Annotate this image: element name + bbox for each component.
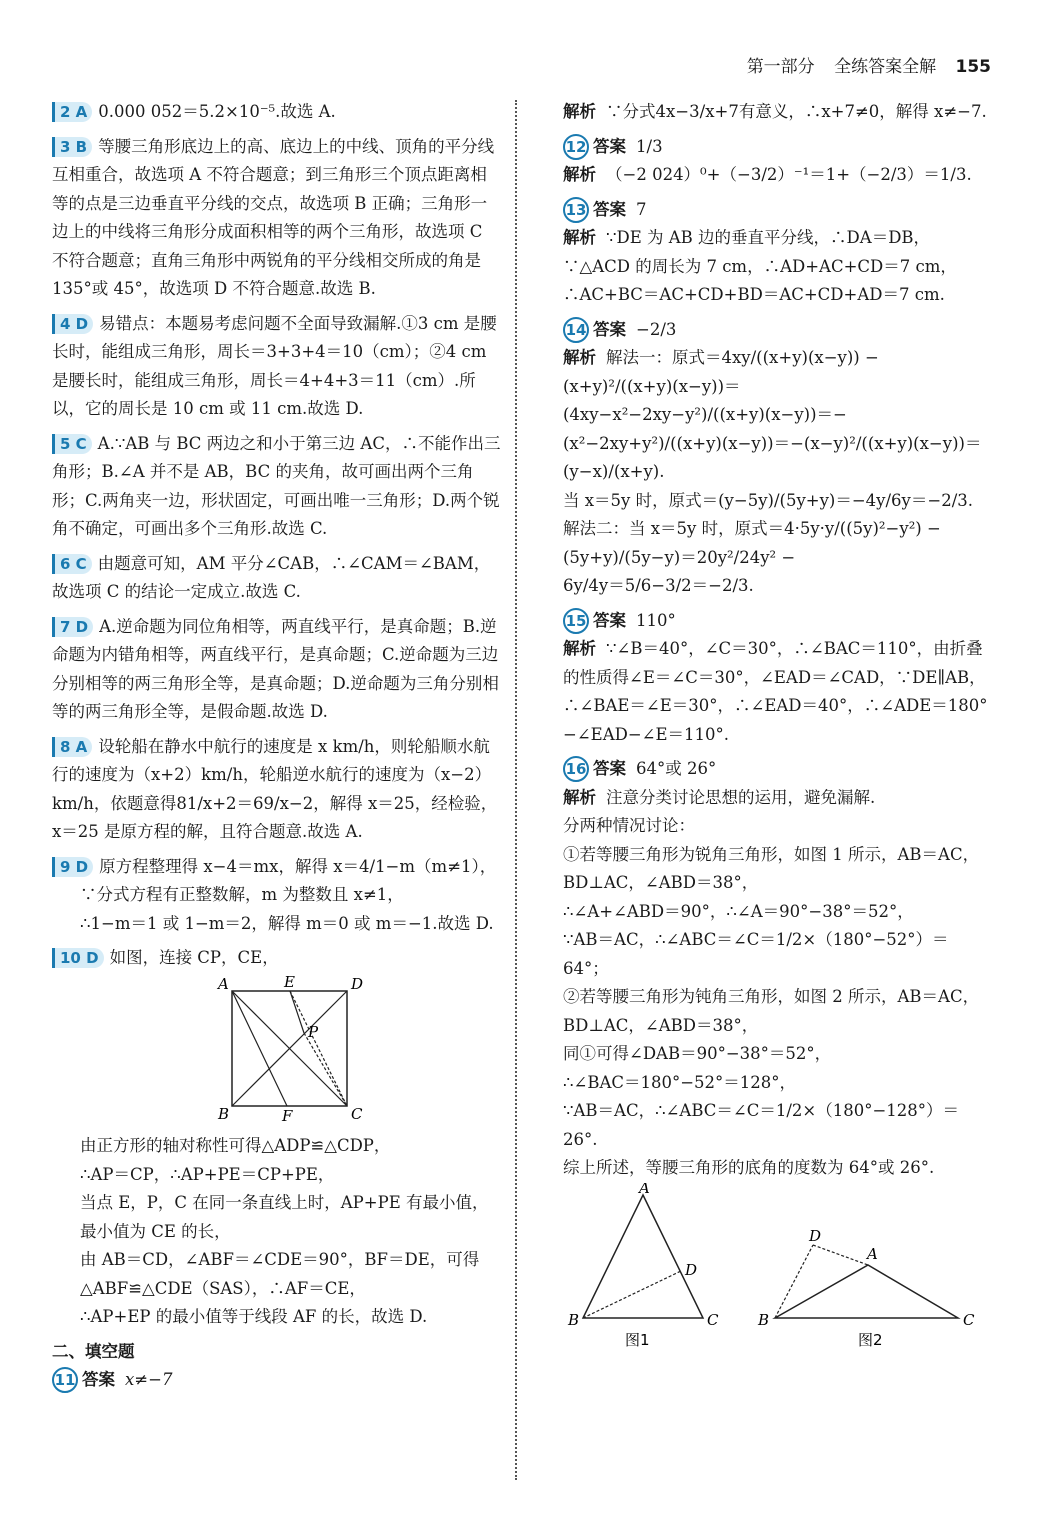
square-diagram: [52, 973, 492, 1123]
triangle-fig1: [583, 1195, 703, 1318]
answer-5: 5 C A.∵AB 与 BC 两边之和小于第三边 AC，∴不能作出三角形；B.∠A 并不是 AB，BC 的夹角，故可画出两个三角形；C.两角夹一边，形状固定，可画出唯一三角形；D.两个锐角不确定，可画出多个三角形.故选 C.: [52, 433, 501, 538]
fig1-label-c: C: [707, 1310, 719, 1329]
segment-ce: [290, 991, 347, 1106]
answer-12: 12 答案 1/3 解析 （−2 024）⁰+（−3/2）⁻¹＝1+（−2/3）＝1/3.: [563, 133, 993, 190]
triangle-fig2: [775, 1265, 958, 1318]
column-divider: [515, 100, 517, 1480]
answer-badge: 6 C: [52, 554, 92, 574]
page-number: 155: [955, 57, 991, 77]
segment-ep: [290, 991, 304, 1033]
fig2-label-d: D: [809, 1226, 822, 1245]
altitude-bd-fig1: [583, 1271, 681, 1318]
answer-badge: 4 D: [52, 314, 93, 334]
answer-badge: 7 D: [52, 617, 93, 637]
label-f: F: [282, 1106, 293, 1123]
label-p: P: [308, 1022, 319, 1041]
answer-10: 10 D 如图，连接 CP，CE， A E D P B F C 由正方形的轴对称性可得△ADP≌△CDP， ∴AP＝CP，∴AP+PE＝CP+PE， 当点 E，P，C 在同一条直线上时，AP+PE 有最小值，最小值为 CE 的长， 由 AB＝CD，∠ABF＝∠CDE＝90°，BF＝DE，可得△ABF≌△CDE（SAS），∴AF＝CE， ∴AP+EP 的最小值等于线段 AF 的长，故选 D.: [52, 944, 502, 1332]
fig1-label-d: D: [685, 1260, 698, 1279]
fig1-label-b: B: [568, 1310, 580, 1329]
fig2-label-a: A: [867, 1244, 878, 1263]
section-heading: 二、填空题: [52, 1341, 135, 1361]
answer-badge: 12: [563, 134, 589, 160]
answer-11: 11 答案 x≠−7: [52, 1366, 502, 1395]
answer-14: 14 答案 −2/3 解析 解法一：原式＝4xy/((x+y)(x−y)) − (x+y)²/((x+y)(x−y))＝ (4xy−x²−2xy−y²)/((x+y)(x−y))＝−(x²−2xy+y²)/((x+y)(x−y))＝−(x−y)²/((x+y)(x−y))＝(y−x)/(x+y). 当 x＝5y 时，原式＝(y−5y)/(5y+y)＝−4y/6y＝−2/3. 解法二：当 x＝5y 时，原式＝4·5y·y/((5y)²−y²) − (5y+y)/(5y−y)＝20y²/24y² − 6y/4y＝5/6−3/2＝−2/3.: [563, 316, 993, 601]
fig2-label-c: C: [963, 1310, 975, 1329]
answer-badge: 9 D: [52, 857, 93, 877]
answer-7: 7 D A.逆命题为同位角相等，两直线平行，是真命题；B.逆命题为内错角相等，两直线平行，是真命题；C.逆命题为三边分别相等的两三角形全等，是真命题；D.逆命题为三角分别相等的两三角形全等，是假命题.故选 D.: [52, 616, 499, 721]
answer-badge: 10 D: [52, 948, 104, 968]
answer-badge: 14: [563, 317, 589, 343]
section-title: 第一部分: [746, 57, 815, 77]
answer-15: 15 答案 110° 解析 ∵∠B＝40°，∠C＝30°，∴∠BAC＝110°，由折叠的性质得∠E＝∠C＝30°，∠EAD＝∠CAD，∵DE∥AB，∴∠BAE＝∠E＝30°，∴∠EAD＝40°，∴∠ADE＝180°−∠EAD−∠E＝110°.: [563, 607, 993, 750]
answer-badge: 3 B: [52, 137, 92, 157]
answer-13: 13 答案 7 解析 ∵DE 为 AB 边的垂直平分线，∴DA＝DB，∵△ACD 的周长为 7 cm，∴AD+AC+CD＝7 cm，∴AC+BC＝AC+CD+BD＝AC+CD+AD＝7 cm.: [563, 196, 993, 310]
page-header: [733, 52, 991, 77]
answer-badge: 15: [563, 608, 589, 634]
answer-badge: 8 A: [52, 737, 92, 757]
answer-badge: 16: [563, 756, 589, 782]
fig2-label-b: B: [758, 1310, 770, 1329]
book-title: 全练答案全解: [834, 57, 937, 77]
answer-16: 16 答案 64°或 26° 解析 注意分类讨论思想的运用，避免漏解. 分两种情况讨论： ①若等腰三角形为锐角三角形，如图 1 所示，AB＝AC，BD⊥AC，∠ABD＝38°， ∴∠A+∠ABD＝90°，∴∠A＝90°−38°＝52°， ∵AB＝AC，∴∠ABC＝∠C＝1/2×（180°−52°）＝64°； ②若等腰三角形为钝角三角形，如图 2 所示，AB＝AC，BD⊥AC，∠ABD＝38°， 同①可得∠DAB＝90°−38°＝52°， ∴∠BAC＝180°−52°＝128°， ∵AB＝AC，∴∠ABC＝∠C＝1/2×（180°−128°）＝26°. 综上所述，等腰三角形的底角的度数为 64°或 26°. A B C D 图1 D A B C 图2: [563, 755, 993, 1362]
label-b: B: [218, 1104, 230, 1123]
answer-9: 9 D 原方程整理得 x−4＝mx，解得 x＝4/1−m（m≠1）， ∵分式方程有正整数解，m 为整数且 x≠1， ∴1−m＝1 或 1−m＝2，解得 m＝0 或 m＝−1.故选 D.: [52, 853, 502, 939]
extension-ad-fig2: [813, 1245, 868, 1265]
answer-3: 3 B 等腰三角形底边上的高、底边上的中线、顶角的平分线互相重合，故选项 A 不符合题意；到三角形三个顶点距离相等的点是三边垂直平分线的交点，故选项 B 正确；三角形一边上的中线将三角形分成面积相等的两个三角形，故选项 C 不符合题意；直角三角形中两锐角的平分线相交所成的角是 135°或 45°，故选项 D 不符合题意.故选 B.: [52, 136, 495, 298]
segment-af: [232, 991, 287, 1106]
left-column: [52, 98, 502, 1400]
answer-4: 4 D 易错点：本题易考虑问题不全面导致漏解.①3 cm 是腰长时，能组成三角形，周长＝3+3+4＝10（cm）；②4 cm 是腰长时，能组成三角形，周长＝4+4+3＝11（cm）.所以，它的周长是 10 cm 或 11 cm.故选 D.: [52, 313, 497, 418]
analysis-11: 解析 ∵分式4x−3/x+7有意义，∴x+7≠0，解得 x≠−7.: [563, 102, 987, 121]
fig1-caption: 图1: [625, 1330, 650, 1349]
right-column: [563, 98, 993, 1368]
answer-badge: 13: [563, 197, 589, 223]
answer-8: 8 A 设轮船在静水中航行的速度是 x km/h，则轮船顺水航行的速度为（x+2）km/h，轮船逆水航行的速度为（x−2）km/h，依题意得81/x+2＝69/x−2，解得 x＝25，经检验，x＝25 是原方程的解，且符合题意.故选 A.: [52, 736, 498, 841]
answer-badge: 2 A: [52, 102, 92, 122]
answer-badge: 11: [52, 1367, 78, 1393]
label-d: D: [351, 974, 364, 993]
answer-6: 6 C 由题意可知，AM 平分∠CAB，∴∠CAM＝∠BAM，故选项 C 的结论一定成立.故选 C.: [52, 553, 491, 601]
label-c: C: [351, 1104, 363, 1123]
answer-badge: 5 C: [52, 434, 92, 454]
label-a: A: [218, 974, 229, 993]
label-e: E: [284, 972, 295, 991]
fig1-label-a: A: [639, 1182, 650, 1197]
triangle-figures: [563, 1183, 993, 1353]
answer-2: 2 A 0.000 052＝5.2×10⁻⁵.故选 A.: [52, 98, 502, 127]
fig2-caption: 图2: [858, 1330, 883, 1349]
